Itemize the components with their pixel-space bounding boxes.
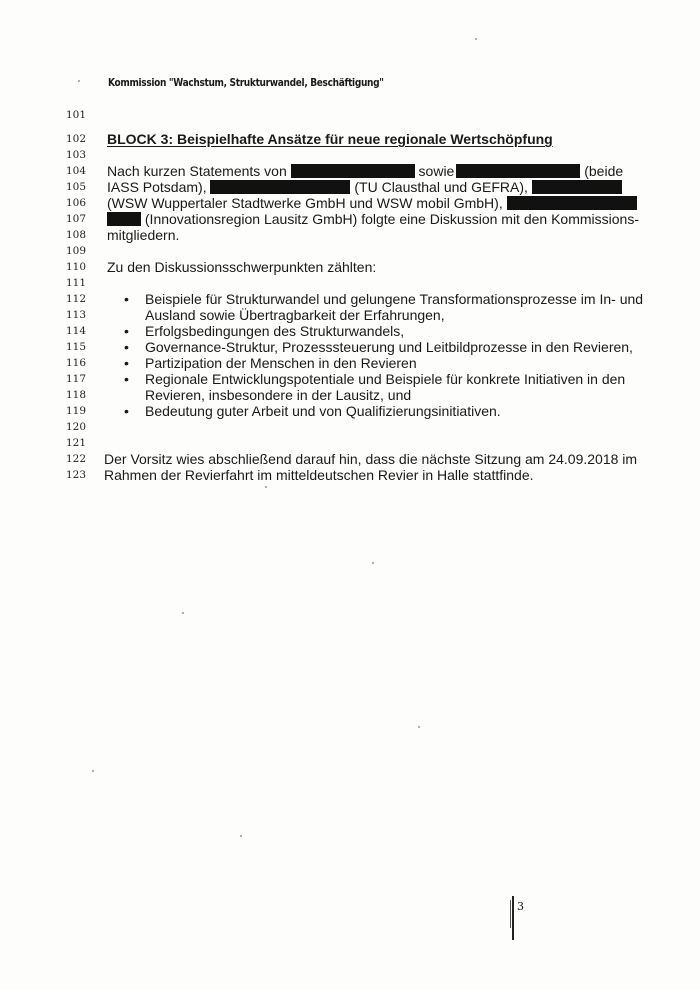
list-item-text: Partizipation der Menschen in den Revieren: [145, 355, 417, 371]
text-line: [0, 243, 700, 259]
text-line: [0, 435, 700, 451]
line-number: 104: [66, 165, 87, 177]
line-number: 121: [66, 437, 87, 449]
text-line: [0, 275, 700, 291]
redaction-block: [291, 164, 415, 178]
line-number: 119: [66, 405, 87, 417]
text-line: [0, 163, 700, 179]
line-number: 120: [66, 421, 87, 433]
paragraph-text: Der Vorsitz wies abschließend darauf hin, dass die nächste Sitzung am 24.09.2018 im: [104, 451, 638, 467]
paragraph-text: [107, 211, 639, 227]
list-item: [0, 291, 700, 307]
line-number: 112: [66, 293, 87, 305]
text-line: [0, 131, 700, 147]
list-item-text: Ausland sowie Übertragbarkeit der Erfahrungen,: [145, 307, 445, 323]
list-item-text: Regionale Entwicklungspotentiale und Beispiele für konkrete Initiativen in den: [145, 371, 626, 387]
text-line: [0, 147, 700, 163]
section-heading: BLOCK 3: Beispielhafte Ansätze für neue regionale Wertschöpfung: [107, 131, 553, 147]
text-segment: IASS Potsdam),: [107, 179, 207, 195]
line-number: 109: [66, 245, 87, 257]
list-item-text: Erfolgsbedingungen des Strukturwandels,: [145, 323, 405, 339]
text-segment: Nach kurzen Statements von: [107, 163, 287, 179]
text-segment: (WSW Wuppertaler Stadtwerke GmbH und WSW mobil GmbH),: [107, 195, 503, 211]
line-number: 114: [66, 325, 87, 337]
text-segment: (beide: [584, 163, 624, 179]
list-item-text: Revieren, insbesondere in der Lausitz, und: [145, 387, 412, 403]
redaction-block: [507, 196, 637, 210]
redaction-block: [532, 180, 622, 194]
document-header: Kommission "Wachstum, Strukturwandel, Beschäftigung": [108, 76, 384, 89]
line-number: 105: [66, 181, 87, 193]
text-line: [0, 179, 700, 195]
text-line: [0, 451, 700, 467]
scan-speck: [78, 80, 80, 82]
redaction-block: [107, 212, 141, 226]
list-item-text: Bedeutung guter Arbeit und von Qualifizierungsinitiativen.: [145, 403, 501, 419]
list-item: [0, 339, 700, 355]
scan-speck: [182, 612, 184, 614]
line-number: 117: [66, 373, 87, 385]
line-number: 116: [66, 357, 87, 369]
line-number: 122: [66, 453, 87, 465]
paragraph-text: Zu den Diskussionsschwerpunkten zählten:: [107, 259, 377, 275]
line-number: 101: [66, 109, 87, 121]
scan-speck: [372, 562, 374, 564]
page-margin-bar: [512, 896, 514, 940]
line-number: 103: [66, 149, 87, 161]
bullet-icon: •: [124, 403, 129, 419]
list-item: [0, 355, 700, 371]
redaction-block: [210, 180, 350, 194]
line-number: 106: [66, 197, 87, 209]
paragraph-text: [107, 195, 637, 211]
text-line: [0, 467, 700, 483]
text-line: [0, 259, 700, 275]
text-segment: (Innovationsregion Lausitz GmbH) folgte eine Diskussion mit den Kommissions-: [144, 211, 639, 227]
scan-speck: [92, 770, 94, 772]
line-number: 123: [66, 469, 87, 481]
page-margin-mark: [510, 900, 511, 928]
text-segment: sowie: [418, 163, 455, 179]
bullet-icon: •: [124, 355, 129, 371]
text-line: [0, 419, 700, 435]
text-line: [0, 195, 700, 211]
list-item: [0, 307, 700, 323]
scan-speck: [265, 486, 267, 488]
text-line: [0, 211, 700, 227]
text-line: [0, 227, 700, 243]
bullet-icon: •: [124, 323, 129, 339]
text-line: [0, 107, 700, 123]
paragraph-text: [107, 163, 623, 179]
list-item: [0, 371, 700, 387]
list-item-text: Governance-Struktur, Prozesssteuerung und Leitbildprozesse in den Revieren,: [145, 339, 633, 355]
bullet-icon: •: [124, 339, 129, 355]
scan-speck: [475, 38, 477, 40]
scan-speck: [418, 726, 420, 728]
page-number: 3: [517, 900, 524, 913]
paragraph-text: Rahmen der Revierfahrt im mitteldeutschen Revier in Halle stattfinde.: [104, 467, 534, 483]
paragraph-text: mitgliedern.: [107, 227, 180, 243]
line-number: 110: [66, 261, 87, 273]
list-item: [0, 403, 700, 419]
line-number: 111: [66, 277, 87, 289]
line-number: 107: [66, 213, 87, 225]
text-segment: (TU Clausthal und GEFRA),: [354, 179, 528, 195]
scan-speck: [240, 835, 242, 837]
line-number: 102: [66, 133, 87, 145]
list-item-text: Beispiele für Strukturwandel und gelungene Transformationsprozesse im In- und: [145, 291, 644, 307]
line-number: 113: [66, 309, 87, 321]
redaction-block: [456, 164, 580, 178]
line-number: 108: [66, 229, 87, 241]
bullet-icon: •: [124, 291, 129, 307]
bullet-icon: •: [124, 371, 129, 387]
list-item: [0, 387, 700, 403]
paragraph-text: [107, 179, 622, 195]
line-number: 115: [66, 341, 87, 353]
line-number: 118: [66, 389, 87, 401]
list-item: [0, 323, 700, 339]
